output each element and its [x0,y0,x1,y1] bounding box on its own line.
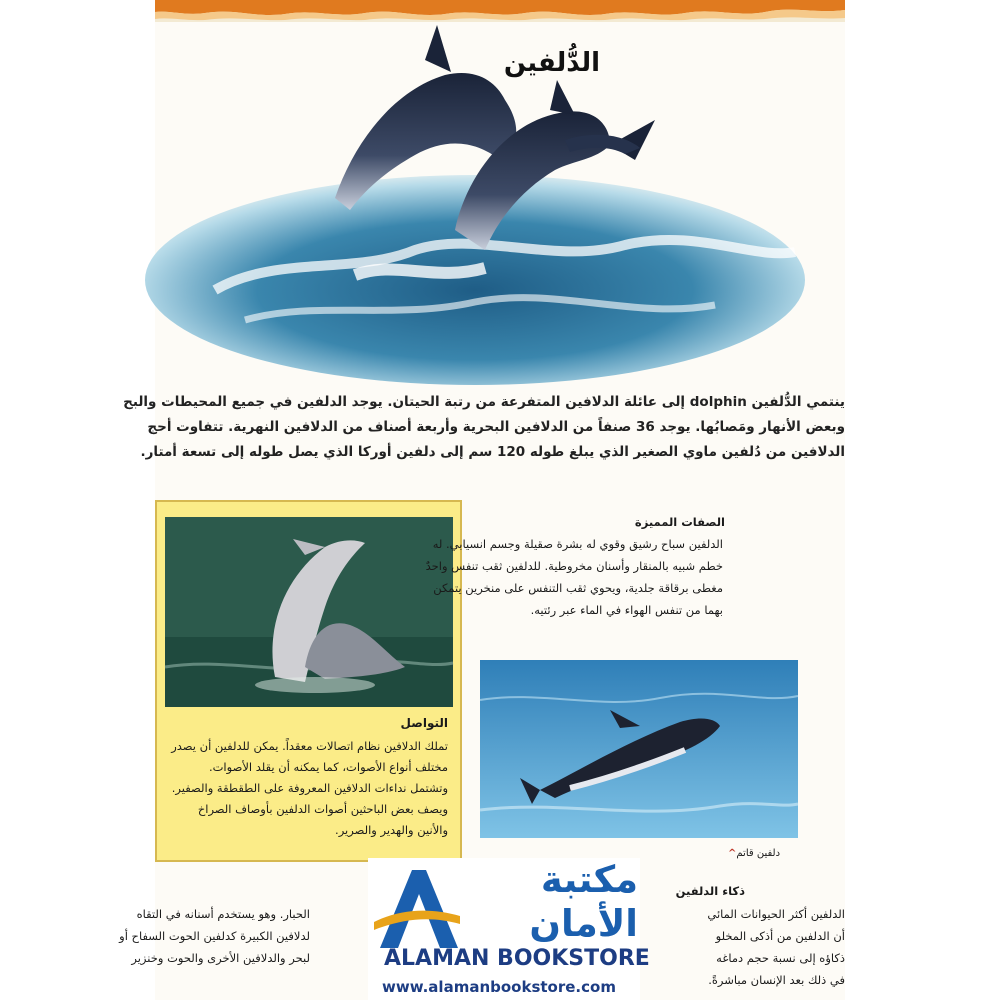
alaman-a-logo-icon [372,864,462,954]
intelligence-line: ذكاؤه إلى نسبة حجم دماغه [716,951,845,965]
logo-url-link[interactable]: www.alamanbookstore.com [382,978,616,996]
torn-page-border [155,0,845,22]
book-page [119,0,845,1000]
communication-heading: التواصل [400,716,448,730]
photo-caption [725,848,780,859]
diet-line: لبحر والدلافين الأخرى والحوت وخنزير [131,951,310,965]
intelligence-line: أن الدلفين من أذكى المخلو [715,929,845,943]
article-title: الدُّلفين [503,48,600,78]
features-line: بهما من تنفس الهواء في الماء عبر رئتيه. [530,603,723,617]
logo-arabic-line: الأمان [529,902,638,945]
features-text [383,533,723,621]
features-line: الدلفين سباح رشيق وقوي له بشرة صقيلة وجسم انسيابي. له [432,537,723,551]
features-line: مغطى برقاقة جلدية، ويحوي ثقب التنفس على منخرين يتمكن [433,581,723,595]
intro-line: ينتمي الدُّلفين dolphin إلى عائلة الدلافين المتفرعة من رتبة الحيتان. يوجد الدلفين في جميع المحيطات والبح [123,394,845,410]
features-line: خطم شبيه بالمنقار وأسنان مخروطية. للدلفين ثقب تنفس واحدٌ [425,559,723,573]
diet-text-fragment [119,903,310,969]
caption-arrow-icon: ^ [728,848,737,859]
intro-line: الدلافين من دُلفين ماوي الصغير الذي يبلغ طوله 120 سم إلى دلفين أوركا الذي يصل طوله إلى تسعة أمتار. [140,444,845,460]
bookstore-watermark-logo [368,858,650,1000]
intelligence-heading: ذكاء الدلفين [675,884,745,898]
communication-line: والأنين والهدير والصرير. [335,823,448,837]
intelligence-text [690,903,845,991]
communication-line: وتشتمل نداءات الدلافين المعروفة على الطقطقة والصفير. [171,781,448,795]
communication-line: مختلف أنواع الأصوات، كما يمكنه أن يقلد الأصوات. [208,760,448,774]
diet-line: الحبار. وهو يستخدم أسنانه في التقاه [136,907,310,921]
communication-line: ويصف بعض الباحثين أصوات الدلفين بأوصاف الصراخ [197,802,448,816]
communication-text [166,736,448,841]
intro-paragraph [123,390,845,465]
hero-dolphins-illustration [155,20,845,380]
logo-arabic-line: مكتبة [540,858,638,901]
caption-text: دلفين قاتم [736,848,781,859]
communication-line: تملك الدلافين نظام اتصالات معقداً. يمكن للدلفين أن يصدر [171,739,448,753]
logo-arabic-text [460,858,638,946]
intelligence-line: الدلفين أكثر الحيوانات المائي [707,907,845,921]
dusky-dolphin-photo [480,660,798,838]
intro-line: وبعض الأنهار ومَصابُها. يوجد 36 صنفاً من الدلافين البحرية وأربعة أصناف من الدلافين النهرية. تتفاوت أحج [147,419,845,435]
diet-line: لدلافين الكبيرة كدلفين الحوت السفاح أو [119,929,310,943]
intelligence-line: في ذلك بعد الإنسان مباشرةً. [708,973,845,987]
features-heading: الصفات المميزة [634,515,725,529]
logo-english-text: ALAMAN BOOKSTORE [384,946,650,971]
